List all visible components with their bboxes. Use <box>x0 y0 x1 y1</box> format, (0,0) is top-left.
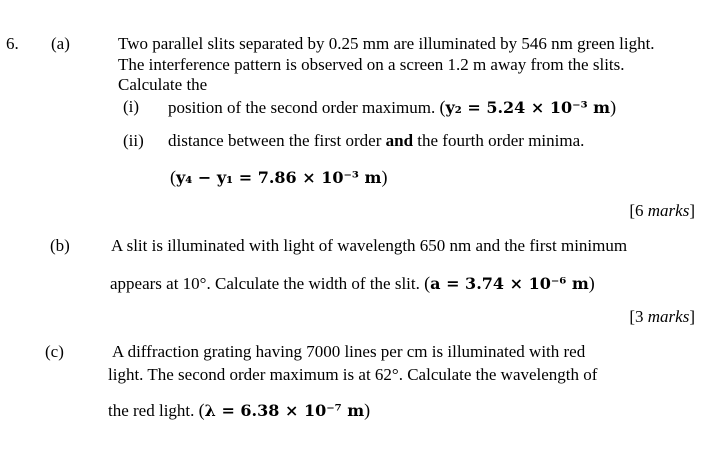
part-a-line-2: The interference pattern is observed on a screen 1.2 m away from the slits. <box>118 55 625 74</box>
part-a-ii-text-bold: and <box>385 131 414 150</box>
part-b-line-2-row: appears at 10°. Calculate the width of the slit. (a = 3.74 × 10⁻⁶ m) <box>110 273 595 293</box>
part-c-line-3-row: the red light. (λ = 6.38 × 10⁻⁷ m) <box>108 400 371 420</box>
part-b-answer: a = 3.74 × 10⁻⁶ m <box>430 274 589 293</box>
part-c-line-1: A diffraction grating having 7000 lines per cm is illuminated with red <box>112 342 586 361</box>
part-a-ii-answer-row: (y₄ − y₁ = 7.86 × 10⁻³ m) <box>170 167 388 187</box>
part-a-i-text: position of the second order maximum. <box>168 98 436 117</box>
part-b-marks: [3 marks] <box>629 307 695 326</box>
part-a-i-label: (i) <box>123 97 140 116</box>
question-number: 6. <box>6 34 19 53</box>
part-a-ii-text-before: distance between the first order <box>168 131 382 150</box>
part-a-ii-answer: y₄ − y₁ = 7.86 × 10⁻³ m <box>176 168 382 187</box>
part-c-line-3: the red light. <box>108 401 195 420</box>
part-a-line-3: Calculate the <box>118 75 208 94</box>
part-a-label: (a) <box>51 34 70 53</box>
part-c-label: (c) <box>45 342 64 361</box>
part-a-ii-text-after: the fourth order minima. <box>417 131 585 150</box>
part-a-marks: [6 marks] <box>629 201 695 220</box>
part-b-label: (b) <box>50 236 70 255</box>
part-b-line-1: A slit is illuminated with light of wavelength 650 nm and the first minimum <box>111 236 628 255</box>
part-a-ii-row <box>168 131 584 151</box>
part-a-ii-label: (ii) <box>123 131 144 150</box>
part-a-line-1: Two parallel slits separated by 0.25 mm are illuminated by 546 nm green light. <box>118 34 655 53</box>
part-b-line-2: appears at 10°. Calculate the width of the slit. <box>110 274 420 293</box>
part-c-answer: λ = 6.38 × 10⁻⁷ m <box>204 401 365 420</box>
part-a-i-answer: y₂ = 5.24 × 10⁻³ m <box>445 98 611 117</box>
part-c-line-2: light. The second order maximum is at 62°. Calculate the wavelength of <box>108 365 598 384</box>
part-a-i-row: position of the second order maximum. (y₂ = 5.24 × 10⁻³ m) <box>168 97 617 117</box>
